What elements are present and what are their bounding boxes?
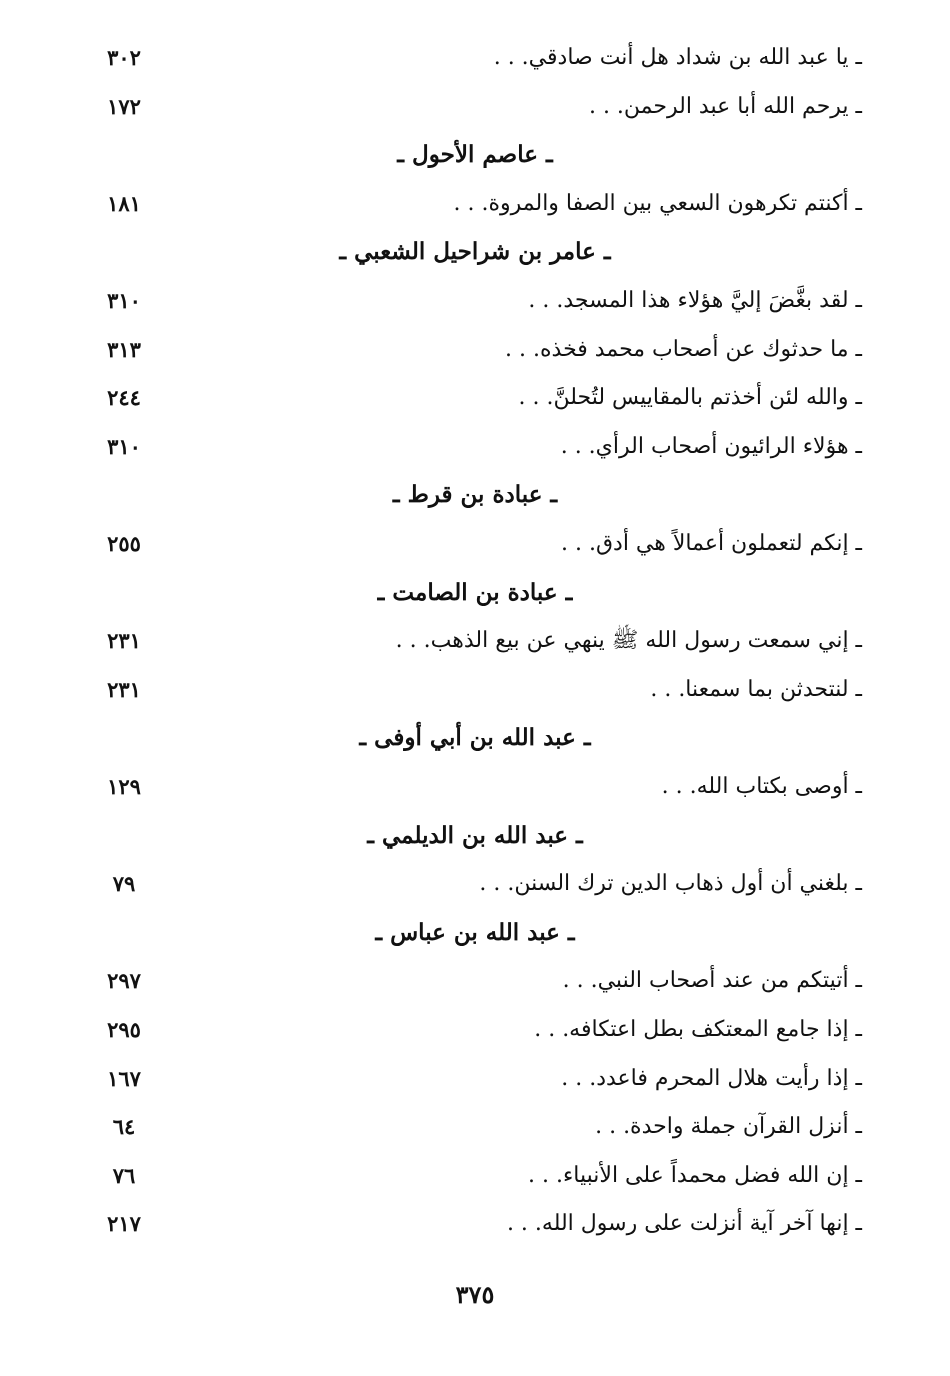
entry-page-number: ٧٦ — [112, 1162, 136, 1188]
index-entry-row — [0, 670, 950, 710]
entry-text: ـ أكنتم تكرهون السعي بين الصفا والمروة. . . — [453, 190, 862, 216]
narrator-heading-row — [0, 816, 950, 856]
entry-page-number: ١٦٧ — [107, 1065, 141, 1091]
entry-text: ـ هؤلاء الرائيون أصحاب الرأي. . . — [560, 433, 862, 459]
entry-page-number: ١٢٩ — [107, 774, 141, 799]
entry-page-number: ٢١٧ — [107, 1211, 141, 1237]
index-entry-row — [0, 330, 950, 370]
entry-page-number: ٣١٣ — [107, 336, 141, 362]
index-entry-row — [0, 1107, 950, 1147]
index-entry-row — [0, 524, 950, 564]
entry-text: ـ إن الله فضل محمداً على الأنبياء. . . — [527, 1162, 862, 1188]
entry-text: ـ أوصى بكتاب الله. . . — [661, 774, 862, 799]
entry-page-number: ٢٣١ — [107, 676, 141, 702]
entry-page-number: ٣١٠ — [107, 288, 141, 313]
entry-text: ـ والله لئن أخذتم بالمقاييس لتُحلنَّ. . . — [518, 385, 862, 411]
entry-text: ـ إني سمعت رسول الله ﷺ ينهي عن بيع الذهب. . . — [395, 628, 862, 654]
narrator-heading-row — [0, 718, 950, 758]
narrator-heading: ـ عبادة بن قرط ـ — [392, 481, 558, 509]
entry-page-number: ٣١٠ — [107, 433, 141, 459]
entry-text: ـ إذا جامع المعتكف بطل اعتكافه. . . — [534, 1017, 862, 1042]
index-entry-row — [0, 1010, 950, 1050]
index-entry-row — [0, 184, 950, 224]
entry-page-number: ٢٥٥ — [107, 531, 141, 556]
entry-text: ـ إنها آخر آية أنزلت على رسول الله. . . — [506, 1211, 862, 1237]
page-number: ٣٧٥ — [455, 1280, 495, 1309]
entry-page-number: ٢٩٥ — [107, 1017, 141, 1042]
entry-text: ـ بلغني أن أول ذهاب الدين ترك السنن. . . — [479, 871, 862, 897]
entry-text: ـ أنزل القرآن جملة واحدة. . . — [595, 1114, 862, 1140]
narrator-heading: ـ عامر بن شراحيل الشعبي ـ — [339, 238, 611, 266]
narrator-heading: ـ عبد الله بن عباس ـ — [375, 918, 575, 946]
entry-text: ـ لنتحدثن بما سمعنا. . . — [650, 676, 862, 702]
entry-page-number: ١٧٢ — [107, 93, 141, 119]
index-entry-row — [0, 961, 950, 1001]
index-entry-row — [0, 378, 950, 418]
index-entry-row — [0, 767, 950, 807]
index-entry-row — [0, 1156, 950, 1196]
entry-page-number: ٢٣١ — [107, 628, 141, 654]
index-entry-row — [0, 864, 950, 904]
entry-text: ـ يرحم الله أبا عبد الرحمن. . . — [588, 93, 862, 119]
index-entry-row — [0, 38, 950, 78]
index-entry-row — [0, 621, 950, 661]
narrator-heading-row — [0, 232, 950, 272]
narrator-heading: ـ عبد الله بن أبي أوفى ـ — [359, 724, 591, 752]
entry-text: ـ لقد بغَّضَ إليَّ هؤلاء هذا المسجد. . . — [528, 288, 862, 313]
entry-page-number: ٢٩٧ — [107, 968, 141, 994]
narrator-heading: ـ عاصم الأحول ـ — [397, 141, 553, 169]
narrator-heading: ـ عبد الله بن الديلمي ـ — [367, 821, 583, 849]
narrator-heading: ـ عبادة بن الصامت ـ — [377, 578, 573, 606]
entry-text: ـ ما حدثوك عن أصحاب محمد فخذه. . . — [505, 336, 862, 362]
narrator-heading-row — [0, 913, 950, 953]
index-entry-row — [0, 1059, 950, 1099]
entry-text: ـ إنكم لتعملون أعمالاً هي أدق. . . — [560, 531, 862, 556]
entry-text: ـ يا عبد الله بن شداد هل أنت صادقي. . . — [493, 45, 862, 70]
entry-page-number: ٢٤٤ — [107, 385, 141, 411]
entry-text: ـ إذا رأيت هلال المحرم فاعدد. . . — [561, 1065, 862, 1091]
entry-page-number: ٧٩ — [112, 871, 136, 897]
entry-page-number: ٣٠٢ — [107, 45, 141, 70]
entry-page-number: ١٨١ — [107, 190, 141, 216]
index-entry-row — [0, 1204, 950, 1244]
index-entry-row — [0, 427, 950, 467]
narrator-heading-row — [0, 573, 950, 613]
index-entry-row — [0, 87, 950, 127]
entry-text: ـ أتيتكم من عند أصحاب النبي. . . — [562, 968, 862, 994]
index-entry-row — [0, 281, 950, 321]
narrator-heading-row — [0, 475, 950, 515]
entry-page-number: ٦٤ — [112, 1114, 136, 1140]
narrator-heading-row — [0, 135, 950, 175]
